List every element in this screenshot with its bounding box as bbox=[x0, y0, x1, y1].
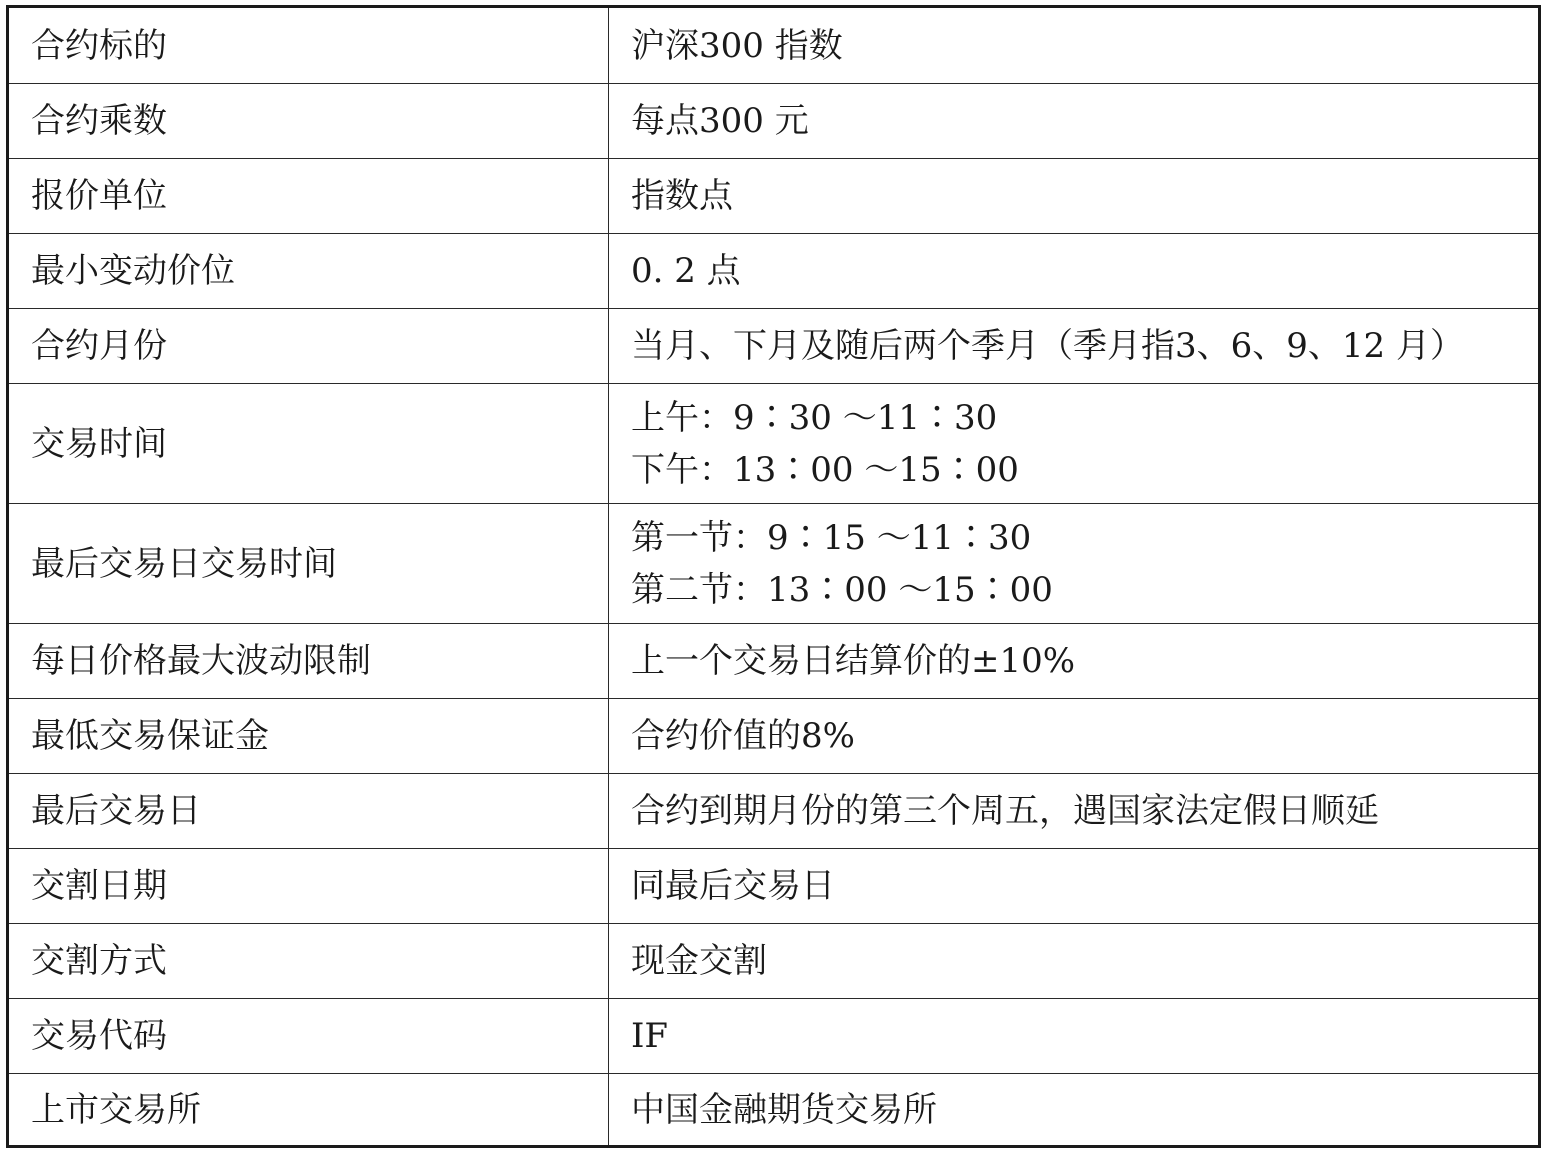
row-value-exchange: 中国金融期货交易所 bbox=[609, 1073, 1538, 1145]
row-value-quote-unit: 指数点 bbox=[609, 158, 1538, 233]
row-label-last-day-hours: 最后交易日交易时间 bbox=[9, 503, 609, 623]
row-value-underlying: 沪深300 指数 bbox=[631, 25, 843, 66]
row-value-trading-hours: 上午：9∶30 ～11∶30 下午：13∶00 ～15∶00 bbox=[609, 383, 1538, 503]
row-label-margin: 最低交易保证金 bbox=[9, 698, 609, 773]
row-label-quote-unit: 报价单位 bbox=[9, 158, 609, 233]
row-label-delivery-date: 交割日期 bbox=[9, 848, 609, 923]
row-value-price-limit: 上一个交易日结算价的±10% bbox=[609, 623, 1538, 698]
row-label-underlying: 合约标的 bbox=[9, 8, 609, 83]
row-label-trading-hours: 交易时间 bbox=[9, 383, 609, 503]
contract-spec-table bbox=[6, 5, 1541, 1148]
row-value-delivery-date: 同最后交易日 bbox=[609, 848, 1538, 923]
row-value-tick-size: 0. 2 点 bbox=[609, 233, 1538, 308]
row-label-delivery-method: 交割方式 bbox=[9, 923, 609, 998]
row-value-margin: 合约价值的8% bbox=[609, 698, 1538, 773]
row-label-price-limit: 每日价格最大波动限制 bbox=[9, 623, 609, 698]
row-label-last-trading-day: 最后交易日 bbox=[9, 773, 609, 848]
row-label-multiplier: 合约乘数 bbox=[9, 83, 609, 158]
row-value-contract-months: 当月、下月及随后两个季月（季月指3、6、9、12 月） bbox=[609, 308, 1538, 383]
row-label-ticker: 交易代码 bbox=[9, 998, 609, 1073]
row-label-contract-months: 合约月份 bbox=[9, 308, 609, 383]
row-value-last-trading-day: 合约到期月份的第三个周五，遇国家法定假日顺延 bbox=[609, 773, 1538, 848]
row-value-ticker: IF bbox=[609, 998, 1538, 1073]
row-label-exchange: 上市交易所 bbox=[9, 1073, 609, 1145]
row-value-last-day-hours: 第一节：9∶15 ～11∶30 第二节：13∶00 ～15∶00 bbox=[609, 503, 1538, 623]
row-value-multiplier: 每点300 元 bbox=[609, 83, 1538, 158]
row-value-delivery-method: 现金交割 bbox=[609, 923, 1538, 998]
row-label-tick-size: 最小变动价位 bbox=[9, 233, 609, 308]
